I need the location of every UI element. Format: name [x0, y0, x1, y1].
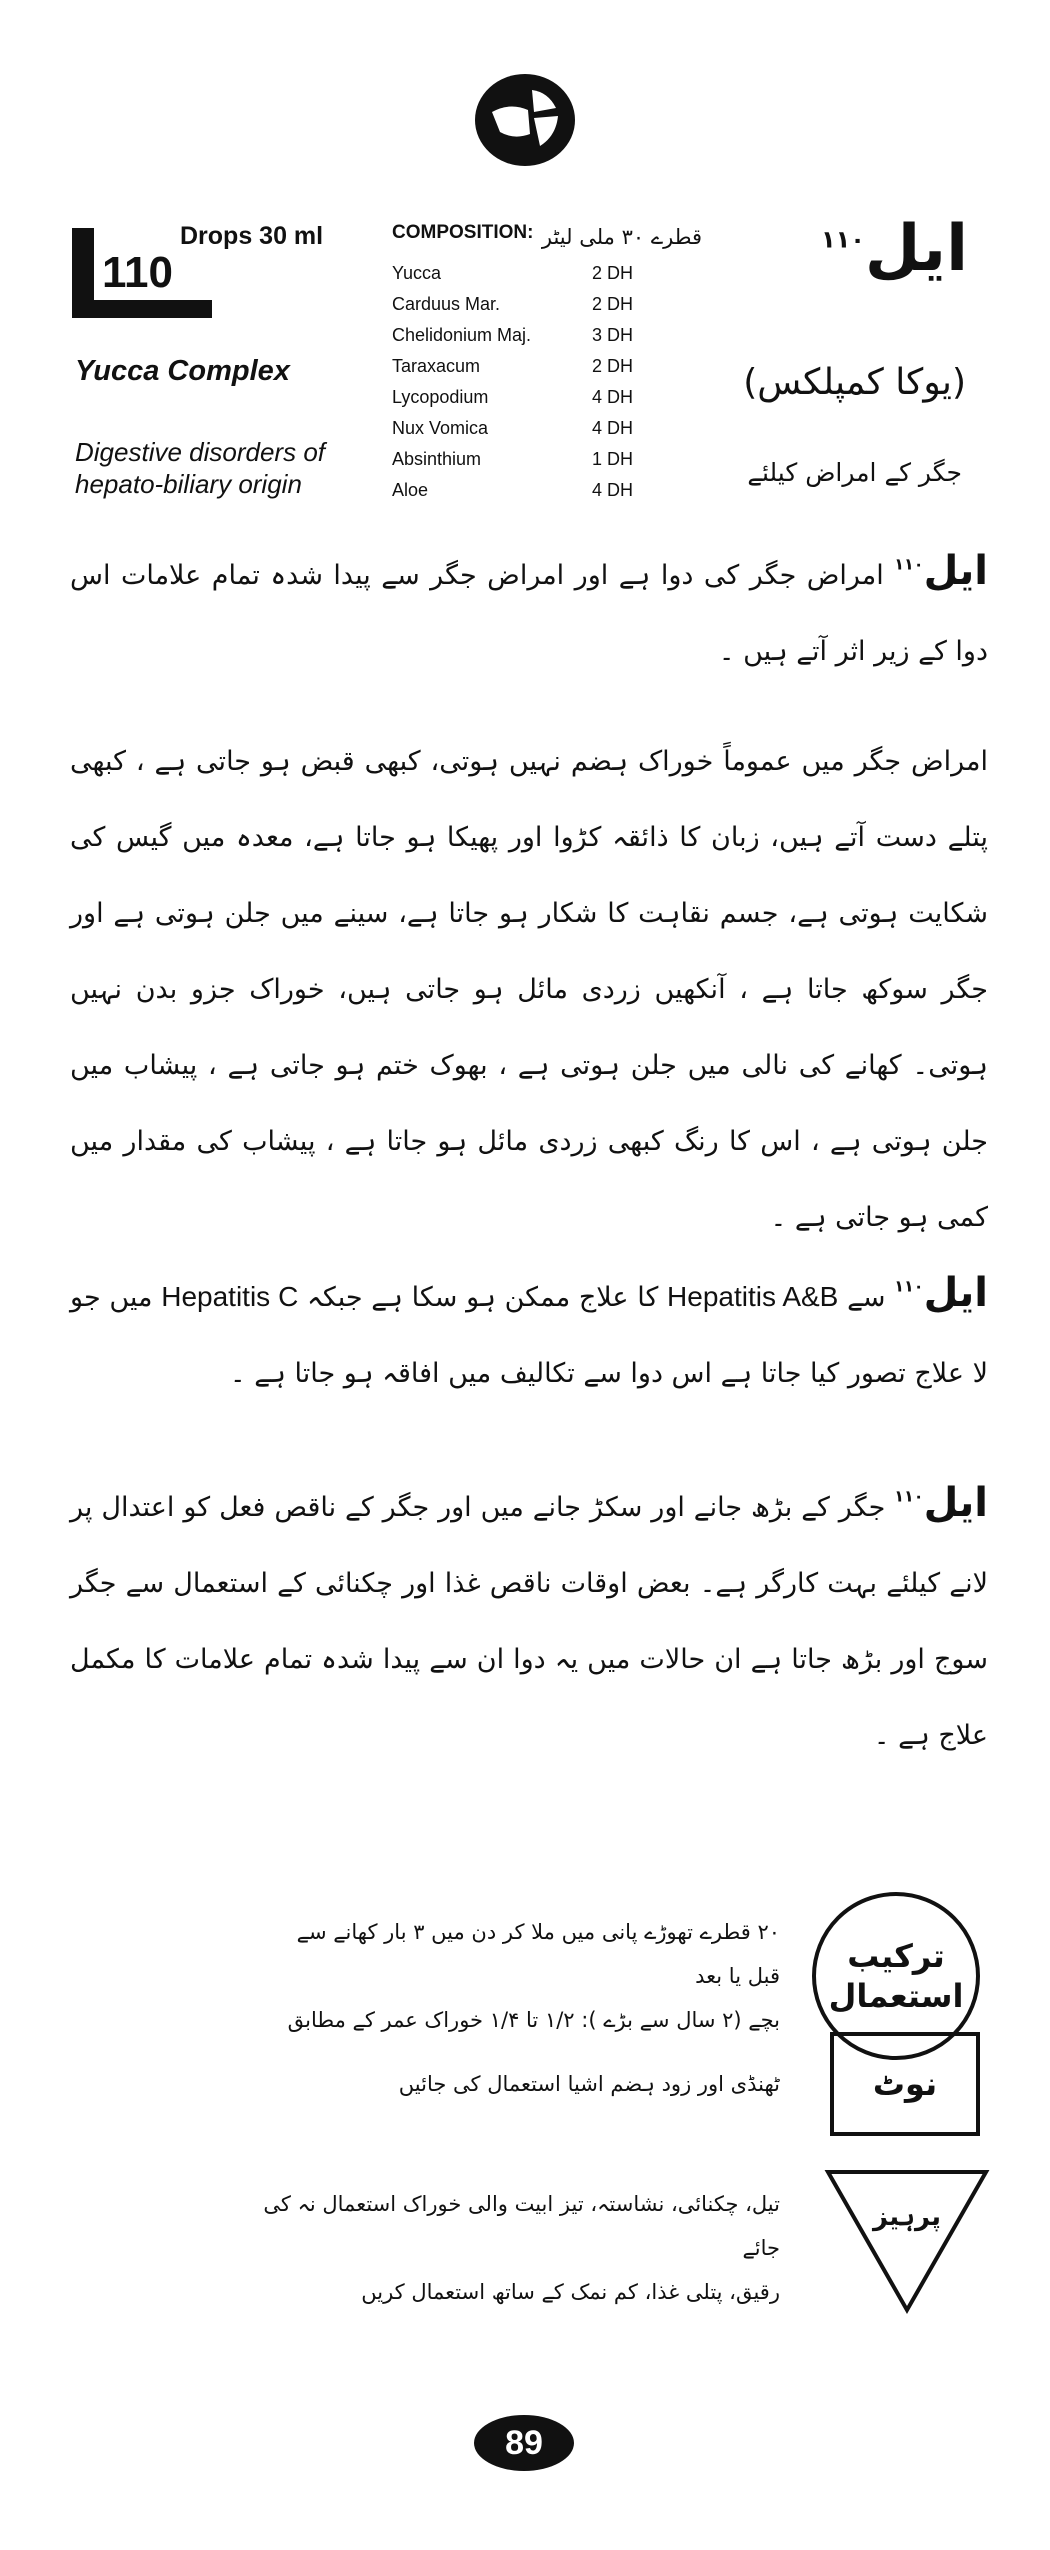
brand-ur: ایل$^{۱۱۰}$: [820, 212, 968, 286]
brand-inline: ایل$^{۱۱۰}$: [894, 548, 988, 594]
composition-row: Chelidonium Maj. 3 DH: [392, 325, 634, 345]
composition-row: Taraxacum 2 DH: [392, 356, 634, 376]
product-name-ur: (یوکا کمپلکس): [743, 362, 966, 403]
note-badge: نوٹ: [830, 2032, 980, 2136]
brand-inline: ایل$^{۱۱۰}$: [894, 1270, 988, 1316]
usage-text: ۲۰ قطرے تھوڑے پانی میں ملا کر دن میں ۳ بار کھانے سے قبل یا بعد بچے (۲ سال سے بڑے ): ۱/۲ تا ۱/۴ خوراک عمر کے مطابق: [287, 1920, 780, 2032]
composition-row: Absinthium 1 DH: [392, 449, 634, 469]
composition-row: Carduus Mar. 2 DH: [392, 294, 634, 314]
brand-logo-icon: [470, 62, 580, 172]
indication-en: Digestive disorders of hepato-biliary origin: [75, 437, 325, 499]
composition-row: Aloe 4 DH: [392, 480, 634, 500]
drops-volume: Drops 30 ml: [180, 222, 324, 250]
paragraph-intro: ایل$^{۱۱۰}$ امراض جگر کی دوا ہے اور امراض جگر سے پیدا شدہ تمام علامات اس دوا کے زیر اثر آتے ہیں ۔: [70, 548, 988, 667]
composition-row: Lycopodium 4 DH: [392, 387, 634, 407]
indication-ur: جگر کے امراض کیلئے: [747, 458, 962, 487]
composition-list: [392, 258, 642, 506]
avoid-text: تیل، چکنائی، نشاستہ، تیز ابیت والی خوراک استعمال نہ کی جائے رقیق، پتلی غذا، کم نمک کے ساتھ استعمال کریں: [263, 2192, 780, 2304]
page-number: 89: [474, 2415, 574, 2471]
paragraph-liver-function: ایل$^{۱۱۰}$ جگر کے بڑھ جانے اور سکڑ جانے میں اور جگر کے ناقص فعل کو اعتدال پر لانے کیلئے بہت کارگر ہے۔ بعض اوقات ناقص غذا اور چکنائی کے استعمال سے جگر سوج اور بڑھ جاتا ہے ان حالات میں یہ دوا ان سے پیدا شدہ تمام علامات کا مکمل علاج ہے ۔: [70, 1480, 988, 1751]
paragraph-hepatitis: ایل$^{۱۱۰}$ سے Hepatitis A&B کا علاج ممکن ہو سکا ہے جبکہ Hepatitis C میں جو لا علاج تصور کیا جاتا ہے اس دوا سے تکالیف میں افاقہ ہو جاتا ہے ۔: [70, 1270, 988, 1389]
paragraph-symptoms: امراض جگر میں عموماً خوراک ہضم نہیں ہوتی، کبھی قبض ہو جاتی ہے ، کبھی پتلے دست آتے ہیں، زبان کا ذائقہ کڑوا اور پھیکا ہو جاتا ہے، معدہ میں گیس کی شکایت ہوتی ہے، جسم نقاہت کا شکار ہو جاتا ہے، سینے میں جلن ہوتی ہے اور جگر سوکھ جاتا ہے ، آنکھیں زردی مائل ہو جاتی ہیں، خوراک جزو بدن نہیں ہوتی۔ کھانے کی نالی میں جلن ہوتی ہے ، بھوک ختم ہو جاتی ہے ، پیشاب میں جلن ہوتی ہے ، اس کا رنگ کبھی زردی مائل ہو جاتا ہے ، پیشاب کی مقدار میں کمی ہو جاتی ہے ۔: [70, 746, 988, 1233]
brand-inline: ایل$^{۱۱۰}$: [894, 1480, 988, 1526]
composition-row: Yucca 2 DH: [392, 263, 634, 283]
avoid-badge: پرہیز: [822, 2166, 992, 2316]
usage-badge: ترکیب استعمال: [812, 1892, 980, 2060]
note-text: ٹھنڈی اور زود ہضم اشیا استعمال کی جائیں: [398, 2072, 780, 2096]
composition-title: COMPOSITION:: [392, 222, 534, 243]
triangle-icon: [822, 2166, 992, 2316]
product-code: 110: [102, 248, 173, 297]
composition-row: Nux Vomica 4 DH: [392, 418, 634, 438]
product-title-en: Yucca Complex: [75, 355, 290, 387]
quantity-ur: قطرے ۳۰ ملی لیٹر: [541, 225, 702, 249]
